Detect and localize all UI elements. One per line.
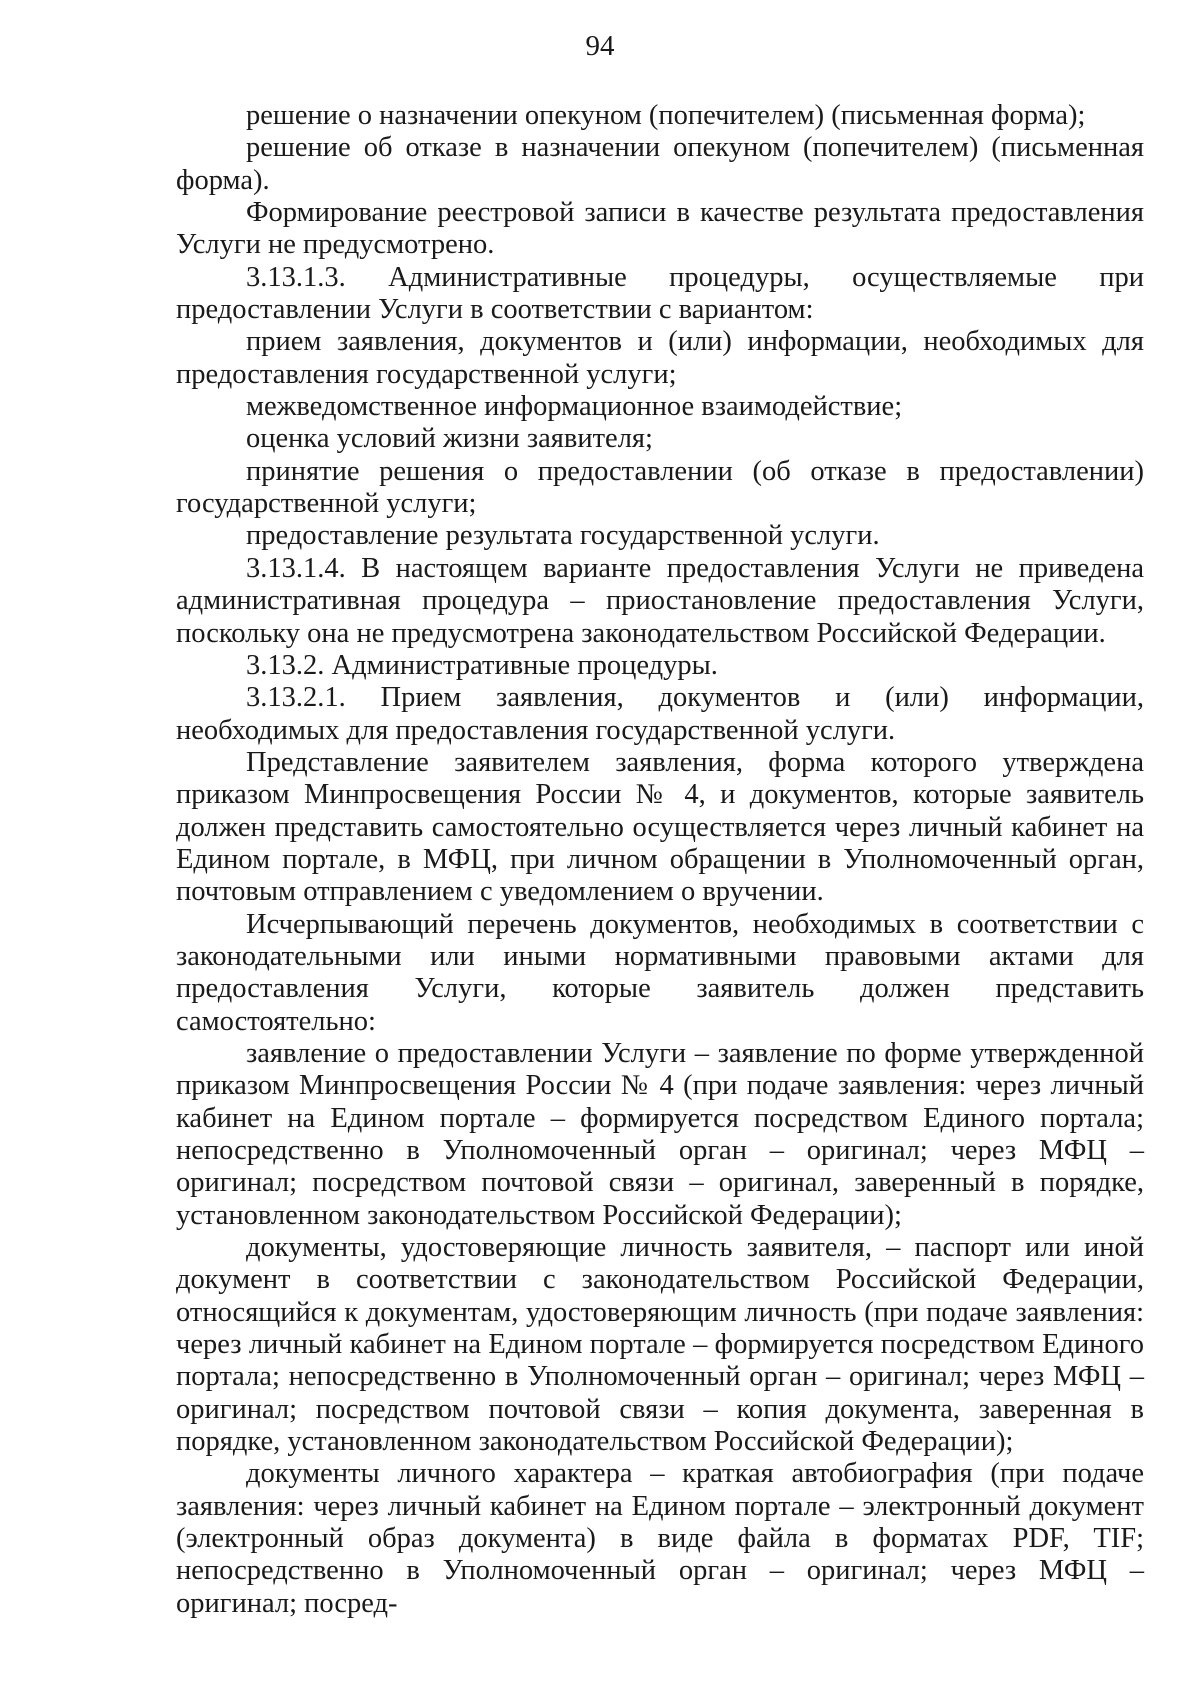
paragraph-procedure-assessment: оценка условий жизни заявителя; <box>246 423 653 455</box>
paragraph-3-13-1-3: 3.13.1.3. Административные процедуры, осуществляемые при предоставлении Услуги в соответствии с вариантом: <box>176 261 1144 326</box>
paragraph-result-refusal: решение об отказе в назначении опекуном (попечителем) (письменная форма). <box>176 132 1144 196</box>
paragraph-procedure-result: предоставление результата государственной услуги. <box>246 520 880 552</box>
paragraph-registry-record: Формирование реестровой записи в качестве результата предоставления Услуги не предусмотрено. <box>176 197 1144 261</box>
paragraph-procedure-interagency: межведомственное информационное взаимодействие; <box>246 391 903 423</box>
paragraph-application: заявление о предоставлении Услуги – заявление по форме утвержденной приказом Минпросвещения России № 4 (при подаче заявления: через личный кабинет на Едином портале – формируется посредством Единого портала; непосредственно в Уполномоченный орган – оригинал; через МФЦ – оригинал; посредством почтовой связи – оригинал, заверенный в порядке, установленном законодательством Российской Федерации); <box>176 1037 1144 1231</box>
paragraph-documents-list-intro: Исчерпывающий перечень документов, необходимых в соответствии с законодательными или иными нормативными правовыми актами для предоставления Услуги, которые заявитель должен представить самостоятельно: <box>176 908 1144 1037</box>
page-number: 94 <box>585 30 615 62</box>
paragraph-personal-documents: документы личного характера – краткая автобиография (при подаче заявления: через личный кабинет на Едином портале – электронный документ (электронный образ документа) в виде файла в форматах PDF, TIF; непосредственно в Уполномоченный орган – оригинал; через МФЦ – оригинал; посред- <box>176 1458 1144 1619</box>
paragraph-procedure-decision: принятие решения о предоставлении (об отказе в предоставлении) государственной услуги; <box>176 455 1144 520</box>
document-body <box>176 100 1144 1620</box>
paragraph-3-13-2: 3.13.2. Административные процедуры. <box>246 649 718 681</box>
paragraph-3-13-1-4: 3.13.1.4. В настоящем варианте предоставления Услуги не приведена административная процедура – приостановление предоставления Услуги, поскольку она не предусмотрена законодательством Российской Федерации. <box>176 552 1144 649</box>
paragraph-result-appointment: решение о назначении опекуном (попечителем) (письменная форма); <box>246 100 1086 131</box>
paragraph-submission: Представление заявителем заявления, форма которого утверждена приказом Минпросвещения России № 4, и документов, которые заявитель должен представить самостоятельно осуществляется через личный кабинет на Едином портале, в МФЦ, при личном обращении в Уполномоченный орган, почтовым отправлением с уведомлением о вручении. <box>176 746 1144 908</box>
paragraph-identity-documents: документы, удостоверяющие личность заявителя, – паспорт или иной документ в соответствии с законодательством Российской Федерации, относящийся к документам, удостоверяющим личность (при подаче заявления: через личный кабинет на Едином портале – формируется посредством Единого портала; непосредственно в Уполномоченный орган – оригинал; через МФЦ – оригинал; посредством почтовой связи – копия документа, заверенная в порядке, установленном законодательством Российской Федерации); <box>176 1232 1144 1458</box>
paragraph-3-13-2-1: 3.13.2.1. Прием заявления, документов и (или) информации, необходимых для предоставления государственной услуги. <box>176 682 1144 746</box>
paragraph-procedure-reception: прием заявления, документов и (или) информации, необходимых для предоставления государственной услуги; <box>176 326 1144 390</box>
